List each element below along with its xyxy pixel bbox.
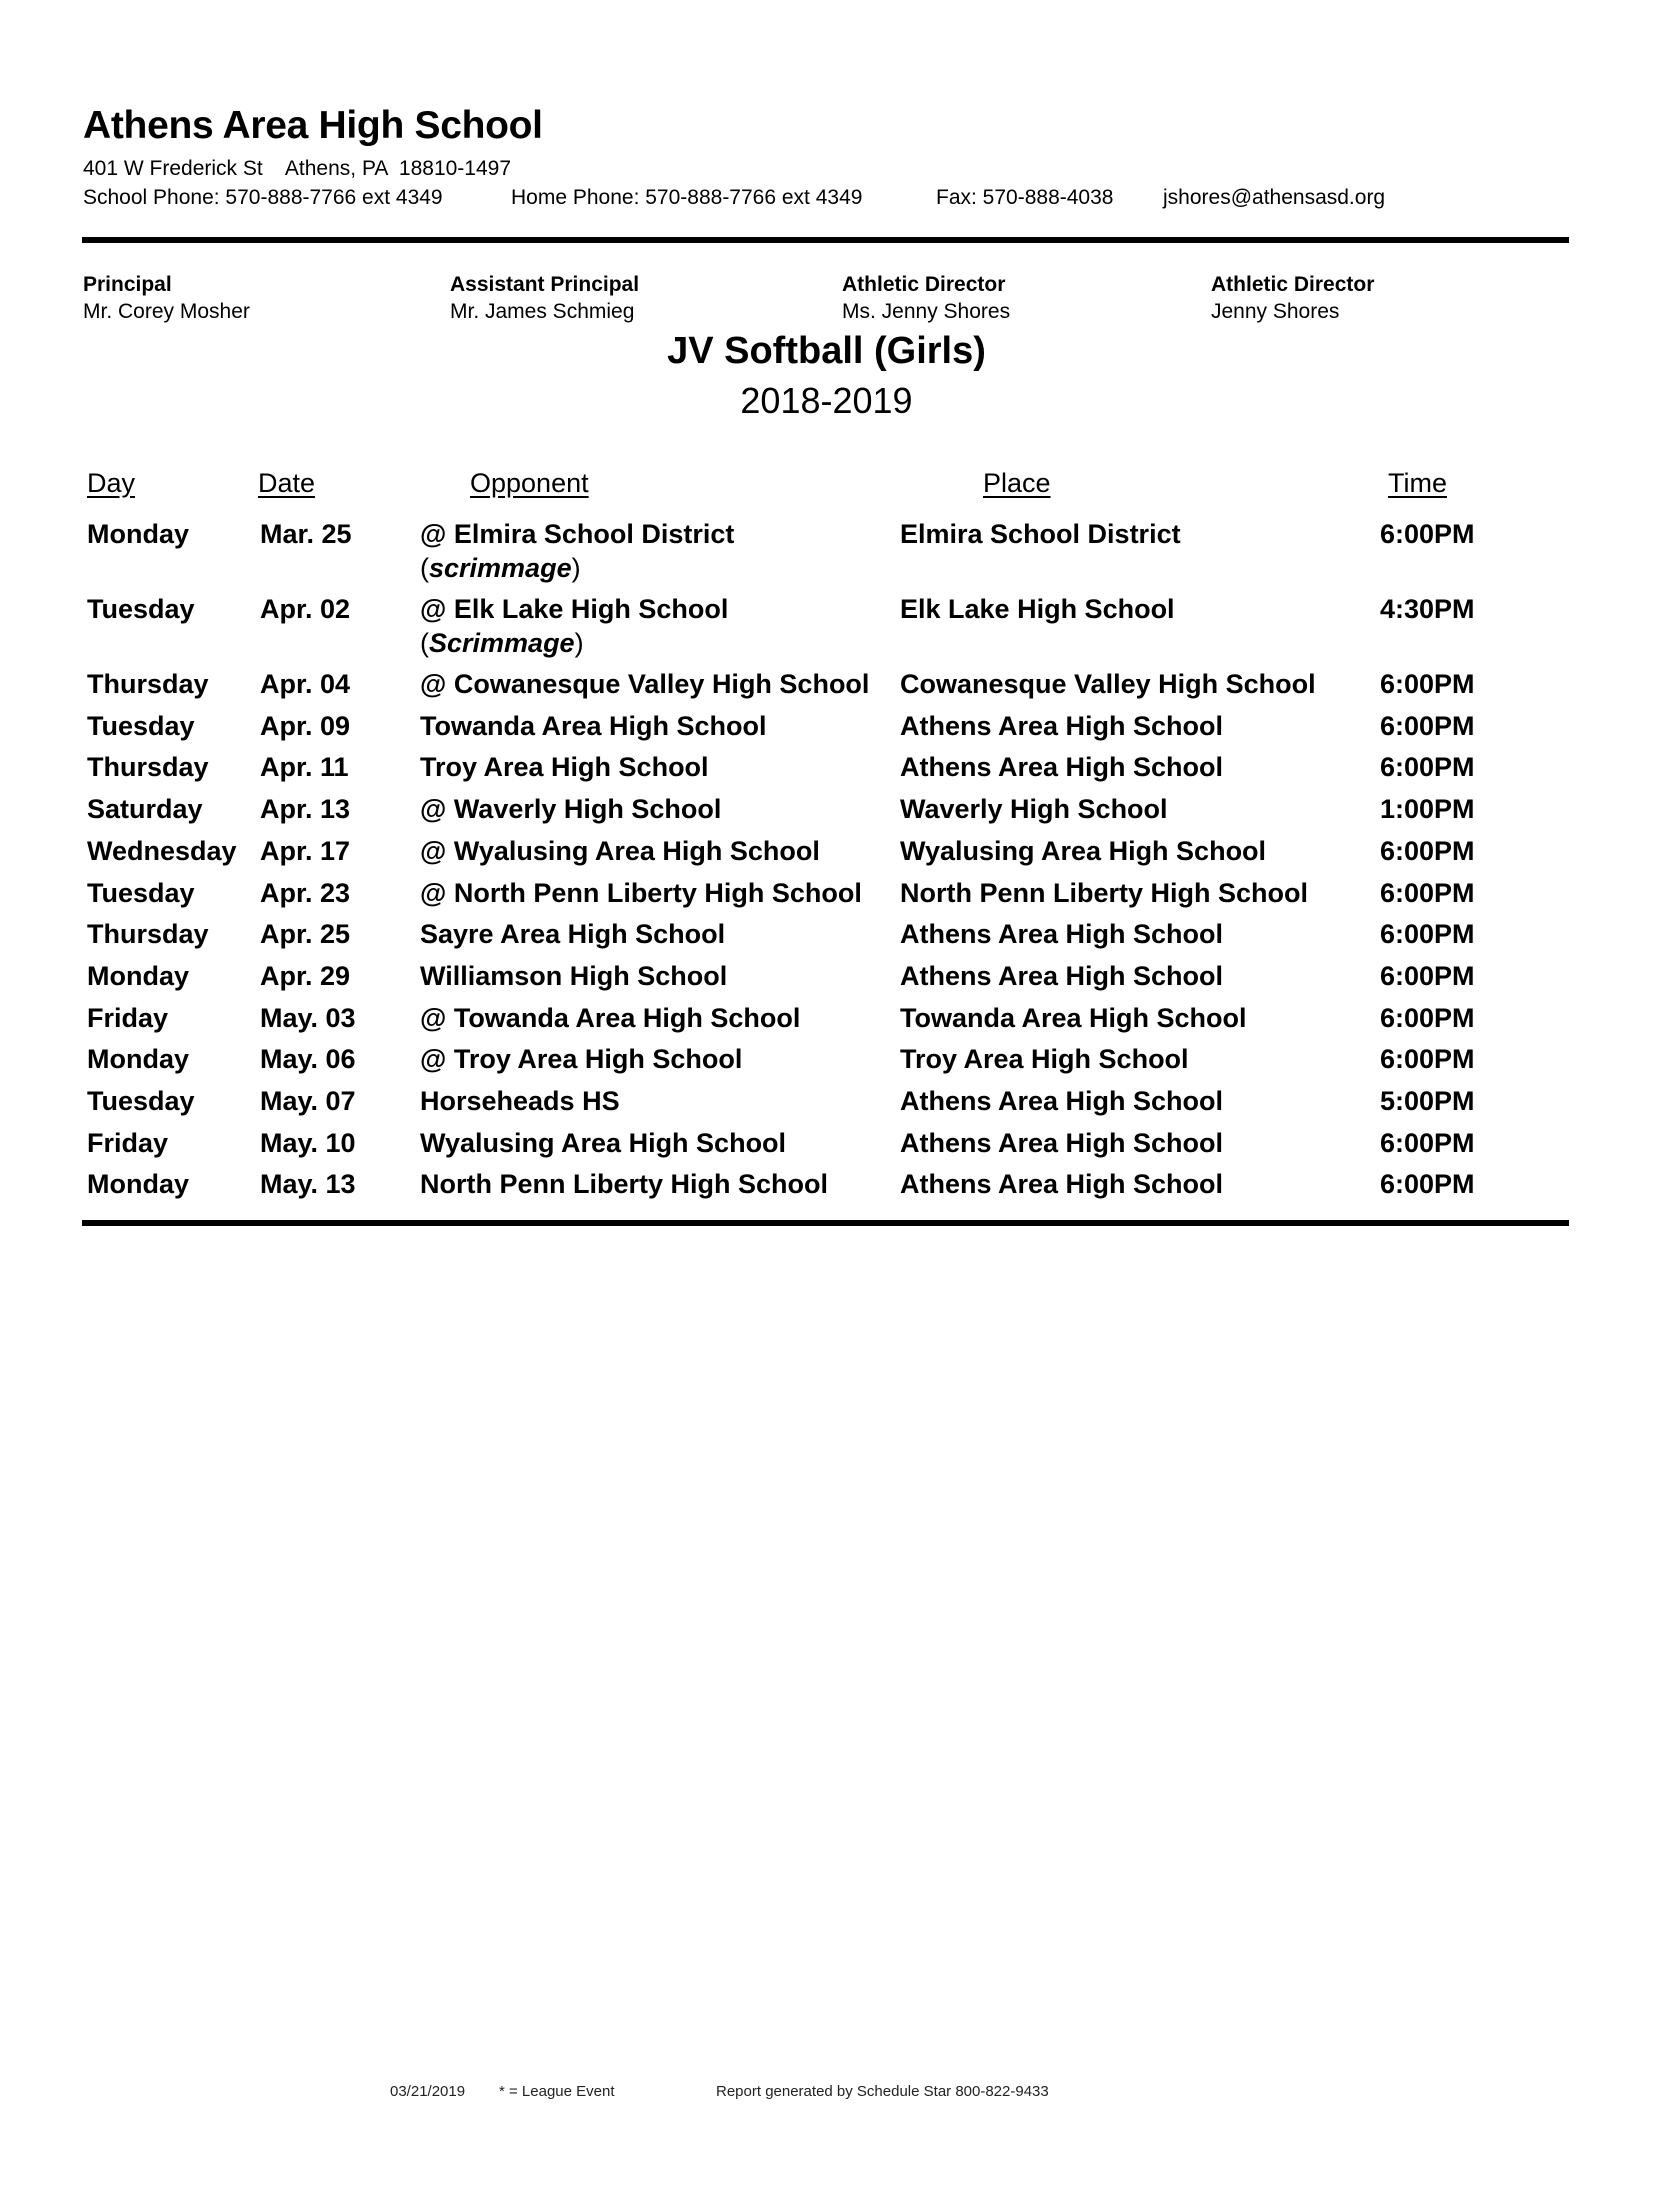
- staff-principal: [83, 271, 250, 325]
- cell-date: Apr. 02: [260, 594, 351, 624]
- cell-day: Tuesday: [87, 1086, 195, 1116]
- column-header-opponent: Opponent: [470, 468, 589, 498]
- cell-time: 6:00PM: [1380, 960, 1475, 991]
- cell-opponent: Horseheads HS: [420, 1086, 620, 1116]
- cell-time: 6:00PM: [1380, 669, 1475, 699]
- cell-date: Apr. 13: [260, 794, 351, 825]
- column-header-time: Time: [1388, 468, 1447, 498]
- staff-assistant-principal: [450, 271, 639, 325]
- staff-name: Mr. James Schmieg: [450, 300, 635, 323]
- cell-place: Towanda Area High School: [900, 1002, 1247, 1033]
- note-text: scrimmage: [429, 553, 572, 583]
- cell-place: Athens Area High School: [900, 1127, 1224, 1158]
- cell-date: Apr. 04: [260, 669, 351, 699]
- cell-place: Athens Area High School: [900, 1086, 1224, 1116]
- note-close-paren: ): [571, 553, 581, 583]
- schedule-title: JV Softball (Girls): [667, 330, 986, 372]
- cell-opponent: Troy Area High School: [420, 752, 709, 783]
- cell-day: Saturday: [87, 794, 203, 825]
- cell-time: 6:00PM: [1380, 919, 1475, 950]
- note-open-paren: (: [420, 628, 429, 658]
- cell-day: Monday: [87, 519, 190, 549]
- cell-opponent-note: [420, 551, 581, 585]
- cell-date: May. 13: [260, 1169, 356, 1200]
- cell-time: 6:00PM: [1380, 1169, 1475, 1200]
- cell-opponent: @ Elmira School District: [420, 519, 735, 549]
- cell-time: 6:00PM: [1380, 752, 1475, 783]
- staff-athletic-director-2: [1211, 271, 1374, 325]
- cell-day: Thursday: [87, 919, 209, 950]
- cell-place: Athens Area High School: [900, 752, 1224, 783]
- cell-place: Athens Area High School: [900, 1169, 1224, 1200]
- cell-date: Apr. 23: [260, 877, 351, 908]
- cell-day: Tuesday: [87, 877, 195, 908]
- cell-day: Monday: [87, 1169, 190, 1200]
- cell-time: 6:00PM: [1380, 710, 1475, 741]
- cell-day: Wednesday: [87, 835, 237, 866]
- footer-date: 03/21/2019: [390, 2083, 466, 2100]
- cell-time: 6:00PM: [1380, 1044, 1475, 1075]
- school-address: 401 W Frederick St Athens, PA 18810-1497: [83, 157, 512, 180]
- cell-opponent: @ Towanda Area High School: [420, 1002, 801, 1033]
- cell-opponent: Wyalusing Area High School: [420, 1127, 787, 1158]
- cell-date: Apr. 29: [260, 960, 351, 991]
- column-header-date: Date: [258, 468, 316, 498]
- staff-role: Athletic Director: [842, 273, 1006, 296]
- staff-name: Jenny Shores: [1211, 300, 1340, 323]
- cell-day: Thursday: [87, 669, 209, 699]
- cell-place: Elk Lake High School: [900, 594, 1175, 624]
- cell-date: Mar. 25: [260, 519, 352, 549]
- cell-time: 6:00PM: [1380, 835, 1475, 866]
- cell-time: 6:00PM: [1380, 519, 1475, 549]
- fax-number: Fax: 570-888-4038: [936, 186, 1114, 209]
- email-address: jshores@athensasd.org: [1163, 186, 1386, 209]
- footer-generated: Report generated by Schedule Star 800-822-9433: [716, 2083, 1049, 2100]
- bottom-divider: [82, 1220, 1569, 1226]
- cell-time: 6:00PM: [1380, 1002, 1475, 1033]
- cell-day: Friday: [87, 1002, 169, 1033]
- cell-place: Elmira School District: [900, 519, 1181, 549]
- cell-place: Athens Area High School: [900, 960, 1224, 991]
- staff-role: Principal: [83, 273, 172, 296]
- staff-role: Athletic Director: [1211, 273, 1375, 296]
- cell-date: Apr. 11: [260, 752, 349, 783]
- cell-place: Wyalusing Area High School: [900, 835, 1267, 866]
- cell-place: Athens Area High School: [900, 919, 1224, 950]
- cell-place: North Penn Liberty High School: [900, 877, 1309, 908]
- cell-opponent: @ Troy Area High School: [420, 1044, 743, 1075]
- cell-date: May. 10: [260, 1127, 356, 1158]
- cell-opponent: @ Wyalusing Area High School: [420, 835, 820, 866]
- cell-opponent: @ Cowanesque Valley High School: [420, 669, 870, 699]
- school-phone: School Phone: 570-888-7766 ext 4349: [83, 186, 443, 209]
- cell-opponent: Towanda Area High School: [420, 710, 767, 741]
- note-close-paren: ): [574, 628, 584, 658]
- column-header-place: Place: [983, 468, 1051, 498]
- column-header-day: Day: [87, 468, 136, 498]
- cell-place: Troy Area High School: [900, 1044, 1189, 1075]
- cell-date: Apr. 09: [260, 710, 351, 741]
- home-phone: Home Phone: 570-888-7766 ext 4349: [511, 186, 863, 209]
- staff-name: Ms. Jenny Shores: [842, 300, 1011, 323]
- top-divider: [82, 237, 1569, 243]
- cell-day: Monday: [87, 1044, 190, 1075]
- cell-time: 5:00PM: [1380, 1086, 1475, 1116]
- note-text: Scrimmage: [429, 628, 575, 658]
- cell-day: Tuesday: [87, 594, 195, 624]
- cell-place: Athens Area High School: [900, 710, 1224, 741]
- cell-date: May. 03: [260, 1002, 356, 1033]
- cell-date: Apr. 17: [260, 835, 351, 866]
- cell-opponent: Sayre Area High School: [420, 919, 726, 950]
- cell-time: 1:00PM: [1380, 794, 1475, 825]
- cell-time: 6:00PM: [1380, 877, 1475, 908]
- cell-day: Thursday: [87, 752, 209, 783]
- staff-name: Mr. Corey Mosher: [83, 300, 250, 323]
- cell-date: May. 06: [260, 1044, 356, 1075]
- cell-date: May. 07: [260, 1086, 356, 1116]
- cell-date: Apr. 25: [260, 919, 351, 950]
- cell-opponent: @ North Penn Liberty High School: [420, 877, 862, 908]
- cell-opponent: North Penn Liberty High School: [420, 1169, 829, 1200]
- cell-opponent: @ Waverly High School: [420, 794, 722, 825]
- cell-place: Waverly High School: [900, 794, 1168, 825]
- staff-role: Assistant Principal: [450, 273, 640, 296]
- staff-athletic-director: [842, 271, 1010, 325]
- cell-day: Monday: [87, 960, 190, 991]
- cell-day: Tuesday: [87, 710, 195, 741]
- school-name: Athens Area High School: [83, 104, 543, 147]
- cell-time: 6:00PM: [1380, 1127, 1475, 1158]
- cell-opponent: Williamson High School: [420, 960, 728, 991]
- note-open-paren: (: [420, 553, 429, 583]
- schedule-season: 2018-2019: [740, 380, 913, 421]
- footer-legend: * = League Event: [499, 2083, 615, 2100]
- cell-time: 4:30PM: [1380, 594, 1475, 624]
- cell-opponent-note: [420, 626, 584, 660]
- cell-opponent: @ Elk Lake High School: [420, 594, 729, 624]
- cell-day: Friday: [87, 1127, 169, 1158]
- cell-place: Cowanesque Valley High School: [900, 669, 1316, 699]
